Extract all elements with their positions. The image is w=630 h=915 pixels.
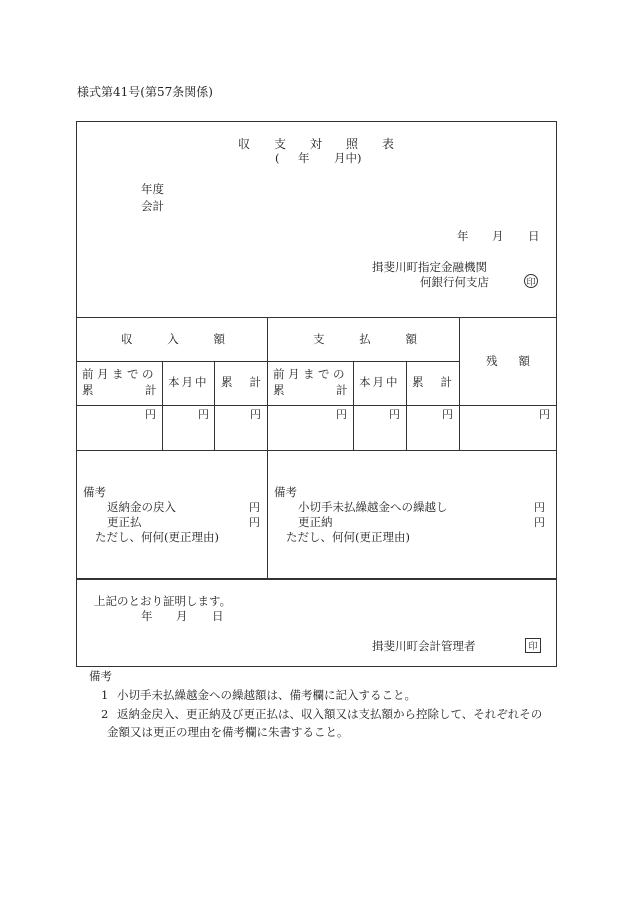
bank-branch: 何銀行何支店 xyxy=(420,275,489,289)
subtitle-open: ( xyxy=(275,151,280,165)
document-title: 収 支 対 照 表 xyxy=(238,137,394,151)
yen-unit: 円 xyxy=(198,408,209,421)
payment-prev-cumulative-b: 計 xyxy=(336,383,348,397)
payment-cumulative: 累 計 xyxy=(412,375,452,389)
income-header: 収 入 額 xyxy=(121,332,225,346)
yen-unit: 円 xyxy=(442,408,453,421)
remarks-right-line2: 更正納 xyxy=(298,515,333,529)
remarks-right-title: 備考 xyxy=(274,485,297,499)
income-this-month: 本月中 xyxy=(168,375,209,389)
date-day: 日 xyxy=(528,229,540,243)
payment-header: 支 払 額 xyxy=(313,332,417,346)
payment-prev-cumulative-a: 累 xyxy=(273,383,285,397)
notes-title: 備考 xyxy=(89,669,112,683)
remarks-left-line3: ただし、何何(更正理由) xyxy=(95,530,219,544)
balance-header: 残 額 xyxy=(486,354,530,368)
yen-unit: 円 xyxy=(145,408,156,421)
cert-year: 年 xyxy=(141,609,153,623)
bank-seal: 印 xyxy=(524,274,538,288)
yen-unit: 円 xyxy=(249,501,260,514)
income-cumulative: 累 計 xyxy=(221,375,261,389)
note-2-continuation: 金額又は更正の理由を備考欄に朱書すること。 xyxy=(107,725,349,739)
cert-seal: 印 xyxy=(525,638,541,653)
form-id: 様式第41号(第57条関係) xyxy=(77,85,213,99)
yen-unit: 円 xyxy=(336,408,347,421)
note-1-number: 1 xyxy=(101,688,109,702)
yen-unit: 円 xyxy=(250,408,261,421)
yen-unit: 円 xyxy=(249,516,260,529)
payment-prev-cumulative-line1: 前月までの xyxy=(273,367,348,381)
income-prev-cumulative-line1: 前月までの xyxy=(82,367,157,381)
remarks-left-line2: 更正払 xyxy=(107,515,142,529)
yen-unit: 円 xyxy=(534,516,545,529)
fiscal-year-label: 年度 xyxy=(141,182,164,196)
payment-this-month: 本月中 xyxy=(359,375,400,389)
date-month: 月 xyxy=(492,229,504,243)
bank-name: 揖斐川町指定金融機関 xyxy=(372,260,487,274)
yen-unit: 円 xyxy=(389,408,400,421)
note-2-text: 返納金戻入、更正納及び更正払は、収入額又は支払額から控除して、それぞれその xyxy=(117,707,543,721)
cert-month: 月 xyxy=(176,609,188,623)
income-prev-cumulative-b: 計 xyxy=(145,383,157,397)
cert-signer: 揖斐川町会計管理者 xyxy=(372,639,476,653)
yen-unit: 円 xyxy=(534,501,545,514)
remarks-left-title: 備考 xyxy=(83,485,106,499)
remarks-right-line3: ただし、何何(更正理由) xyxy=(286,530,410,544)
certification-text: 上記のとおり証明します。 xyxy=(94,594,232,608)
remarks-right-line1: 小切手未払繰越金への繰越し xyxy=(298,500,448,514)
subtitle-year: 年 xyxy=(298,151,310,165)
remarks-left-line1: 返納金の戻入 xyxy=(107,500,176,514)
cert-day: 日 xyxy=(212,609,224,623)
date-year: 年 xyxy=(457,229,469,243)
subtitle-month: 月中) xyxy=(334,151,362,165)
note-2-number: 2 xyxy=(101,707,109,721)
account-label: 会計 xyxy=(141,199,164,213)
yen-unit: 円 xyxy=(539,408,550,421)
note-1-text: 小切手未払繰越金への繰越額は、備考欄に記入すること。 xyxy=(117,688,416,702)
income-prev-cumulative-a: 累 xyxy=(82,383,94,397)
